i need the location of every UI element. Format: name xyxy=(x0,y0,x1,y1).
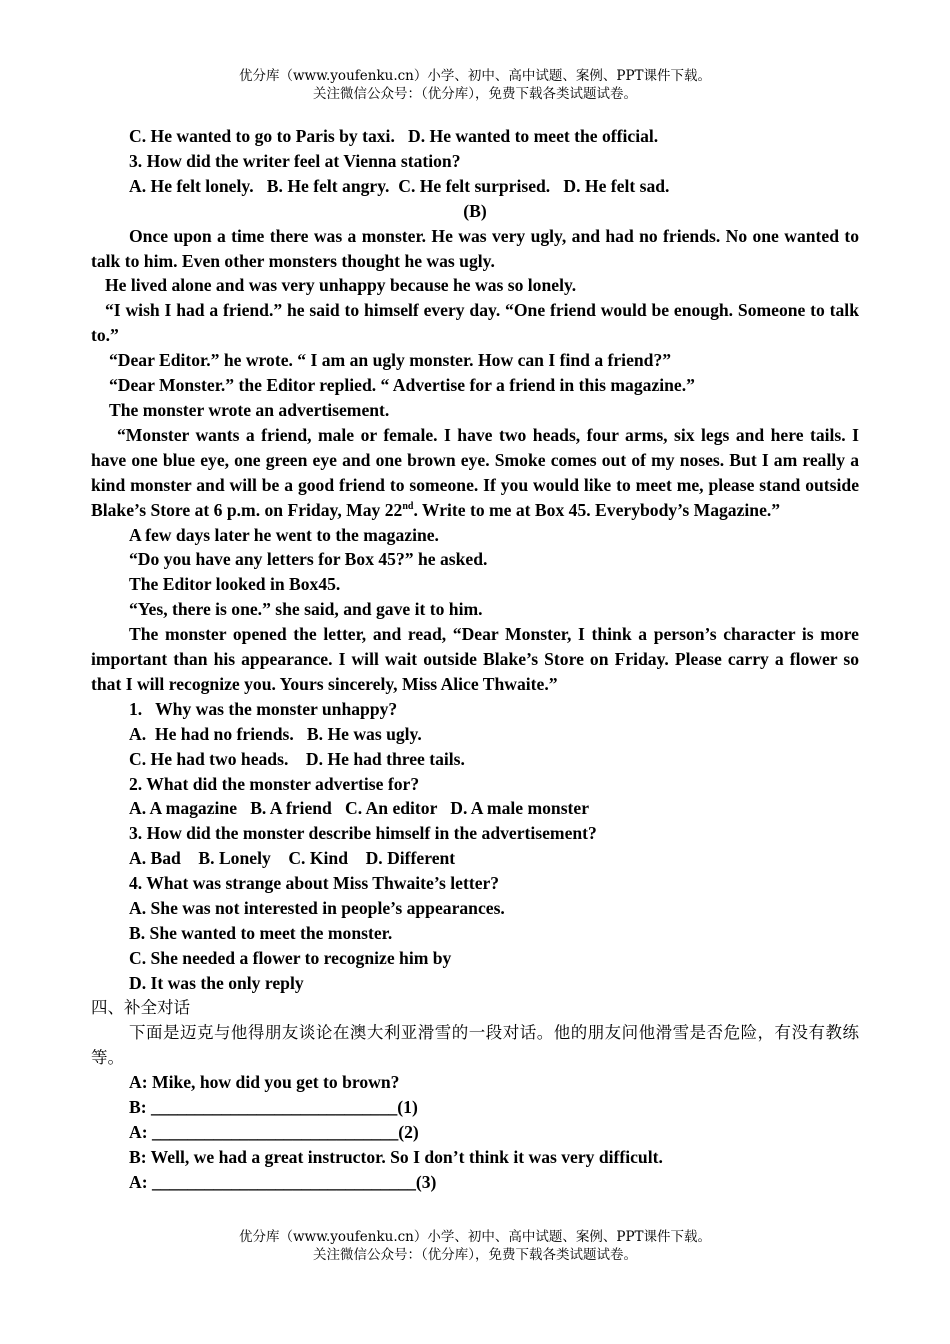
question-4-option-c: C. She needed a flower to recognize him by xyxy=(129,947,452,968)
section-4-title: 四、补全对话 xyxy=(91,997,190,1017)
footer-line-2: 关注微信公众号：（优分库），免费下载各类试题试卷。 xyxy=(313,1247,637,1263)
section-4-intro: 下面是迈克与他得朋友谈论在澳大利亚滑雪的一段对话。他的朋友问他滑雪是否危险，有没有教练等。 xyxy=(91,1022,859,1067)
question-4-option-d: D. It was the only reply xyxy=(129,972,304,993)
question-1: 1. Why was the monster unhappy? xyxy=(129,698,398,719)
advertisement-text-main: “Monster wants a friend, male or female. I have two heads, four arms, six legs and here tails. I have one blue eye, one green eye and one brown eye. Smoke comes out of my noses. But I am really a kind monster and will be a good friend to someone. If you would like to meet me, please stand outside Blake’s Store at 6 p.m. on Friday, May 22 xyxy=(91,424,859,520)
dialogue-line-1: A: Mike, how did you get to brown? xyxy=(129,1072,400,1093)
question-4: 4. What was strange about Miss Thwaite’s letter? xyxy=(129,873,500,894)
dialogue-blank-1: B: ____________________________(1) xyxy=(129,1097,418,1118)
advertisement-text-end: . Write to me at Box 45. Everybody’s Magazine.” xyxy=(413,499,781,520)
section-b-label: (B) xyxy=(463,200,487,221)
page-footer xyxy=(0,1228,950,1264)
story-paragraph-1: Once upon a time there was a monster. He was very ugly, and had no friends. No one wanted to talk to him. Even other monsters thought he was ugly. xyxy=(91,225,859,271)
header-line-2: 关注微信公众号：（优分库），免费下载各类试题试卷。 xyxy=(313,86,637,102)
question-1-options-cd: C. He had two heads. D. He had three tails. xyxy=(129,748,465,769)
question-1-options-ab: A. He had no friends. B. He was ugly. xyxy=(129,723,422,744)
dialogue-line-4: B: Well, we had a great instructor. So I don’t think it was very difficult. xyxy=(129,1147,663,1168)
story-paragraph-4: “Dear Editor.” he wrote. “ I am an ugly monster. How can I find a friend?” xyxy=(109,350,672,371)
story-paragraph-11: “Yes, there is one.” she said, and gave it to him. xyxy=(129,599,483,620)
footer-line-1: 优分库（www.youfenku.cn）小学、初中、高中试题、案例、PPT课件下载。 xyxy=(238,1229,712,1245)
question-3-options: A. Bad B. Lonely C. Kind D. Different xyxy=(129,848,456,869)
story-paragraph-5: “Dear Monster.” the Editor replied. “ Advertise for a friend in this magazine.” xyxy=(109,375,695,396)
question-4-option-b: B. She wanted to meet the monster. xyxy=(129,923,393,943)
story-paragraph-8: A few days later he went to the magazine. xyxy=(129,524,439,545)
ordinal-suffix: nd xyxy=(402,500,414,512)
document-body xyxy=(91,124,859,1195)
page-header xyxy=(0,67,950,103)
story-paragraph-9: “Do you have any letters for Box 45?” he asked. xyxy=(129,549,488,570)
part-a-q3: 3. How did the writer feel at Vienna station? xyxy=(129,150,461,171)
advertisement-text xyxy=(91,423,859,523)
story-paragraph-2: He lived alone and was very unhappy because he was so lonely. xyxy=(105,275,577,296)
story-paragraph-3: “I wish I had a friend.” he said to himself every day. “One friend would be enough. Someone to talk to.” xyxy=(91,300,859,346)
question-2: 2. What did the monster advertise for? xyxy=(129,773,420,794)
header-line-1: 优分库（www.youfenku.cn）小学、初中、高中试题、案例、PPT课件下载。 xyxy=(238,68,712,84)
story-paragraph-12: The monster opened the letter, and read, “Dear Monster, I think a person’s character is more important than his appearance. I will wait outside Blake’s Store on Friday. Please carry a flower so that I will recognize you. Yours sincerely, Miss Alice Thwaite.” xyxy=(91,624,859,694)
part-a-q3-options: A. He felt lonely. B. He felt angry. C. He felt surprised. D. He felt sad. xyxy=(129,175,670,196)
question-3: 3. How did the monster describe himself in the advertisement? xyxy=(129,823,597,844)
dialogue-blank-3: A: ______________________________(3) xyxy=(129,1172,437,1193)
part-a-q2-options-cd: C. He wanted to go to Paris by taxi. D. He wanted to meet the official. xyxy=(129,126,659,146)
story-paragraph-10: The Editor looked in Box45. xyxy=(129,574,341,595)
story-paragraph-6: The monster wrote an advertisement. xyxy=(109,399,390,420)
question-2-options: A. A magazine B. A friend C. An editor D. A male monster xyxy=(129,798,590,819)
question-4-option-a: A. She was not interested in people’s appearances. xyxy=(129,898,505,919)
dialogue-blank-2: A: ____________________________(2) xyxy=(129,1122,419,1143)
